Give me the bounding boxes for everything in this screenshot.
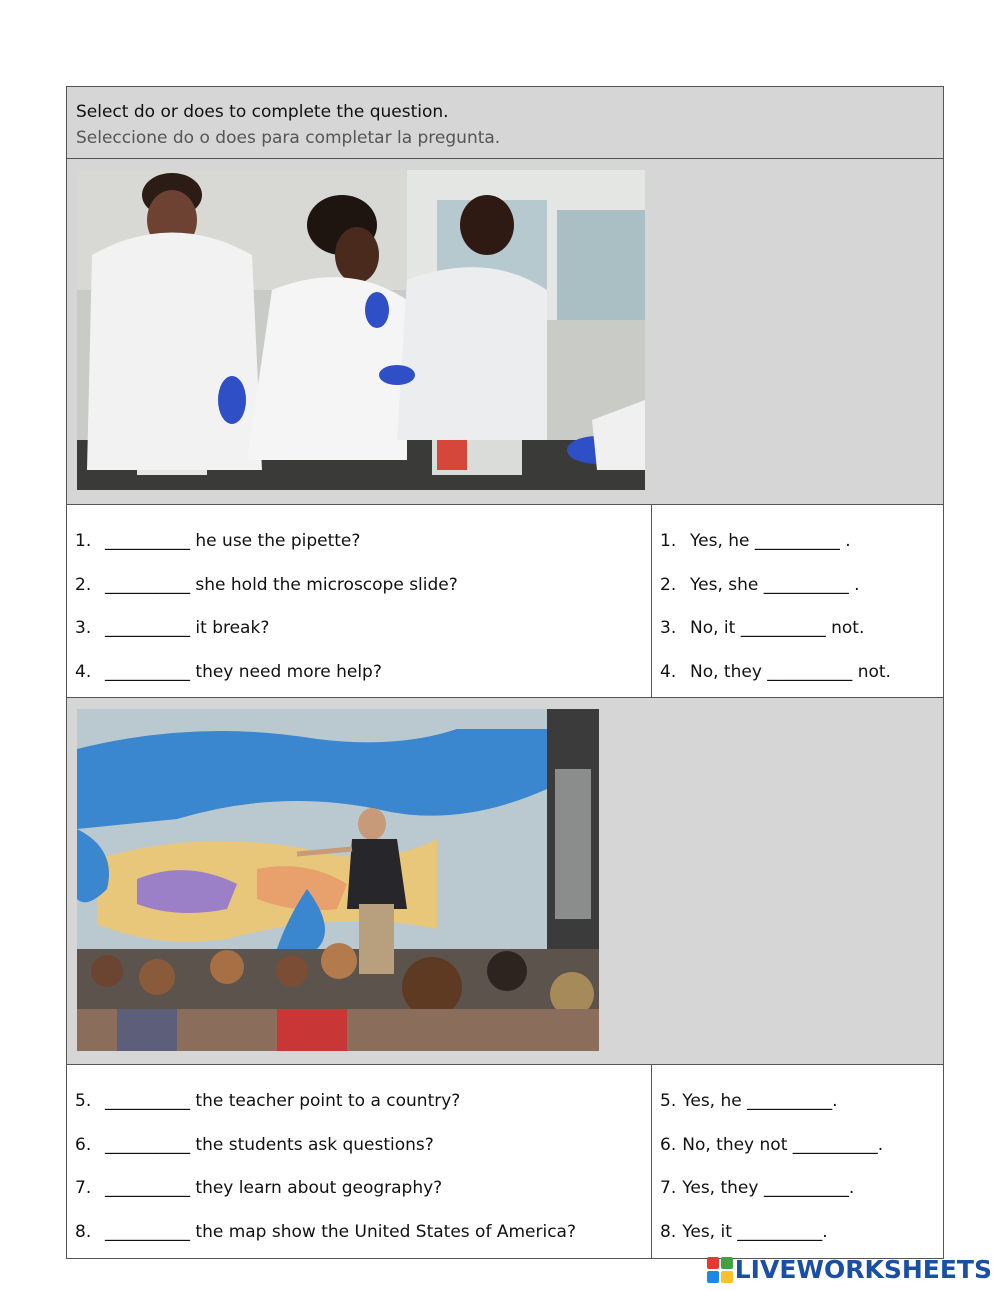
answer-line <box>652 1135 943 1179</box>
answer-blank[interactable]: __________ <box>740 618 826 638</box>
question-line <box>67 531 651 575</box>
answer-prefix: No, it <box>690 618 741 638</box>
answer-blank[interactable]: __________ <box>105 531 190 551</box>
answer-number: 8. <box>660 1221 677 1242</box>
questions-column-1 <box>67 505 652 697</box>
liveworksheets-logo-icon <box>707 1257 733 1283</box>
instructions-row <box>67 87 943 159</box>
question-number: 6. <box>75 1134 92 1155</box>
answers-column-1 <box>652 505 943 697</box>
answer-suffix: . <box>822 1221 828 1242</box>
answer-blank[interactable]: __________ <box>737 1221 823 1242</box>
liveworksheets-brand <box>707 1255 992 1284</box>
answer-blank[interactable]: __________ <box>792 1134 878 1155</box>
question-number: 5. <box>75 1091 92 1111</box>
question-text: the students ask questions? <box>190 1134 434 1155</box>
question-text: they learn about geography? <box>190 1178 443 1198</box>
answer-blank[interactable]: __________ <box>105 618 190 638</box>
answers-column-2 <box>652 1065 943 1258</box>
question-line <box>67 1178 651 1222</box>
answer-number: 7. <box>660 1178 677 1198</box>
question-number: 8. <box>75 1221 92 1242</box>
photo-row-1 <box>67 159 943 505</box>
answer-number: 4. <box>660 661 677 682</box>
answer-prefix: Yes, she <box>690 574 764 595</box>
instructions-spanish: Seleccione do o does para completar la pregunta. <box>76 128 501 148</box>
answer-number: 5. <box>660 1091 677 1111</box>
answer-prefix: Yes, they <box>682 1178 764 1198</box>
answer-blank[interactable]: __________ <box>767 661 853 682</box>
question-number: 3. <box>75 618 92 638</box>
answer-number: 2. <box>660 574 677 595</box>
question-number: 1. <box>75 531 92 551</box>
question-number: 7. <box>75 1178 92 1198</box>
answer-prefix: Yes, he <box>690 531 755 551</box>
answer-suffix: . <box>877 1134 884 1155</box>
answer-blank[interactable]: __________ <box>105 661 190 682</box>
answer-blank[interactable]: __________ <box>763 1178 849 1198</box>
answer-prefix: No, they <box>690 661 768 682</box>
answer-suffix: . <box>848 574 860 595</box>
answer-prefix: Yes, it <box>682 1221 738 1242</box>
question-line <box>67 618 651 662</box>
photo-row-2 <box>67 698 943 1065</box>
brand-name: LIVEWORKSHEETS <box>734 1255 992 1284</box>
question-line <box>67 1135 651 1179</box>
answer-line <box>652 1091 943 1135</box>
question-text: the map show the United States of America? <box>190 1221 576 1242</box>
question-text: it break? <box>190 618 270 638</box>
answer-blank[interactable]: __________ <box>105 574 190 595</box>
answer-suffix: not. <box>825 618 865 638</box>
answer-blank[interactable]: __________ <box>763 574 849 595</box>
answer-suffix: . <box>832 1091 838 1111</box>
questions-column-2 <box>67 1065 652 1258</box>
answer-line <box>652 1178 943 1222</box>
questions-row-1 <box>67 505 943 698</box>
answer-suffix: . <box>839 531 851 551</box>
answer-prefix: No, they not <box>682 1134 793 1155</box>
worksheet <box>66 86 944 1259</box>
question-number: 2. <box>75 574 92 595</box>
classroom-map-photo <box>77 709 599 1051</box>
question-text: the teacher point to a country? <box>190 1091 461 1111</box>
question-line <box>67 1091 651 1135</box>
question-text: he use the pipette? <box>190 531 361 551</box>
answer-blank[interactable]: __________ <box>754 531 840 551</box>
question-line <box>67 575 651 619</box>
answer-line <box>652 618 943 662</box>
answer-suffix: not. <box>852 661 891 682</box>
answer-line <box>652 531 943 575</box>
answer-number: 6. <box>660 1134 677 1155</box>
answer-suffix: . <box>848 1178 855 1198</box>
answer-blank[interactable]: __________ <box>105 1178 190 1198</box>
answer-blank[interactable]: __________ <box>105 1134 190 1155</box>
question-line <box>67 1222 651 1266</box>
answer-number: 1. <box>660 531 677 551</box>
question-number: 4. <box>75 661 92 682</box>
answer-prefix: Yes, he <box>682 1091 748 1111</box>
answer-blank[interactable]: __________ <box>105 1221 190 1242</box>
answer-blank[interactable]: __________ <box>105 1091 190 1111</box>
instructions-english: Select do or does to complete the question. <box>76 102 449 122</box>
question-text: they need more help? <box>190 661 382 682</box>
answer-number: 3. <box>660 618 677 638</box>
answer-blank[interactable]: __________ <box>747 1091 833 1111</box>
question-text: she hold the microscope slide? <box>190 574 458 595</box>
lab-photo <box>77 170 645 490</box>
questions-row-2 <box>67 1065 943 1258</box>
answer-line <box>652 575 943 619</box>
